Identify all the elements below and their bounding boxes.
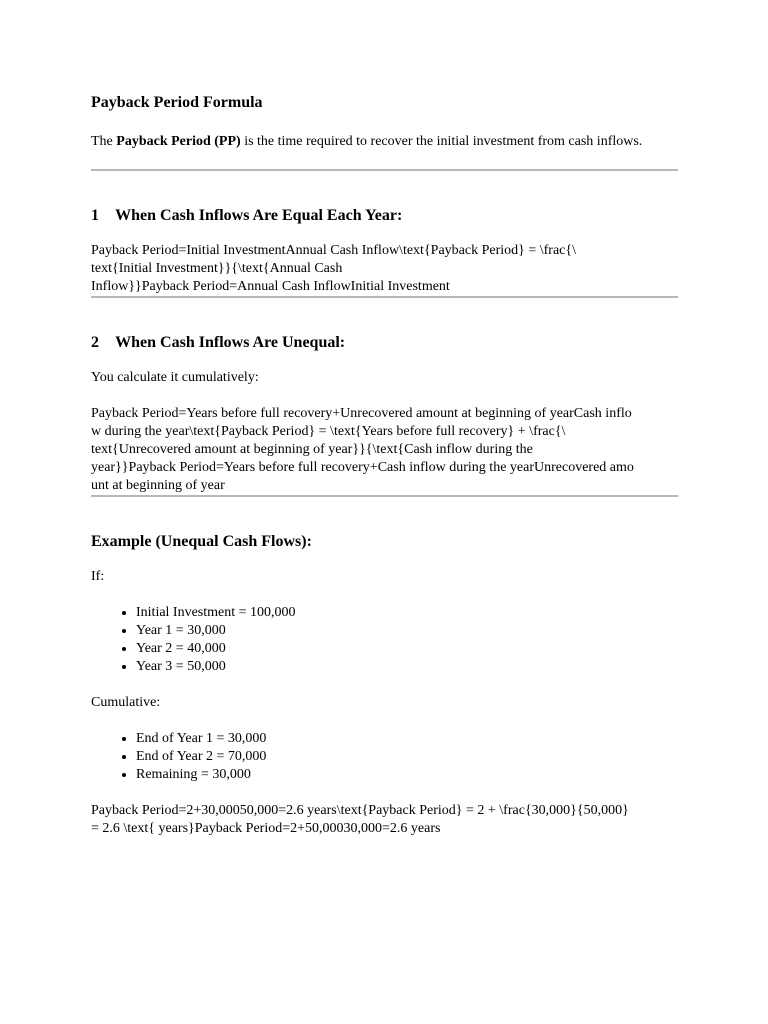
if-label: If:: [91, 569, 105, 584]
formula-line: Payback Period=Initial InvestmentAnnual Cash Inflow\text{Payback Period} = \frac{\: [91, 243, 577, 258]
section2-heading: 2⃣ When Cash Inflows Are Unequal:: [91, 334, 346, 351]
formula-line: Inflow}}Payback Period=Annual Cash InflowInitial Investment: [91, 279, 450, 294]
cumulative-label: Cumulative:: [91, 695, 161, 710]
list-item: • Initial Investment = 100,000: [136, 604, 678, 622]
section1-formula: [91, 242, 678, 296]
intro-paragraph: [91, 133, 678, 151]
example-heading: Example (Unequal Cash Flows):: [91, 533, 312, 550]
inputs-list: [91, 604, 678, 676]
list-item: • Remaining = 30,000: [136, 766, 678, 784]
divider-2: [91, 296, 678, 298]
section2-note: You calculate it cumulatively:: [91, 370, 259, 385]
cumulative-list: [91, 730, 678, 784]
intro-bold-term: Payback Period (PP): [116, 134, 241, 149]
list-item: • End of Year 2 = 70,000: [136, 748, 678, 766]
document-page: [91, 92, 678, 838]
section2-formula: [91, 405, 678, 495]
formula-line: year}}Payback Period=Years before full recovery+Cash inflow during the yearUnrecovered amo: [91, 460, 634, 475]
divider-3: [91, 495, 678, 497]
formula-line: Payback Period=Years before full recovery+Unrecovered amount at beginning of yearCash inflo: [91, 406, 632, 421]
result-formula: [91, 802, 678, 838]
list-item: • End of Year 1 = 30,000: [136, 730, 678, 748]
formula-line: w during the year\text{Payback Period} = \text{Years before full recovery} + \frac{\: [91, 424, 566, 439]
list-item: • Year 3 = 50,000: [136, 658, 678, 676]
formula-line: text{Unrecovered amount at beginning of year}}{\text{Cash inflow during the: [91, 442, 533, 457]
intro-text-post: is the time required to recover the initial investment from cash inflows.: [240, 134, 643, 149]
formula-line: text{Initial Investment}}{\text{Annual Cash: [91, 261, 343, 276]
formula-line: Payback Period=2+30,00050,000=2.6 years\text{Payback Period} = 2 + \frac{30,000}{50,000}: [91, 803, 629, 818]
section1-heading: 1⃣ When Cash Inflows Are Equal Each Year:: [91, 207, 403, 224]
list-item: • Year 1 = 30,000: [136, 622, 678, 640]
page-title: Payback Period Formula: [91, 94, 263, 111]
formula-line: = 2.6 \text{ years}Payback Period=2+50,00030,000=2.6 years: [91, 821, 441, 836]
divider-1: [91, 169, 678, 171]
formula-line: unt at beginning of year: [91, 478, 225, 493]
list-item: • Year 2 = 40,000: [136, 640, 678, 658]
intro-text-pre: The: [91, 134, 117, 149]
